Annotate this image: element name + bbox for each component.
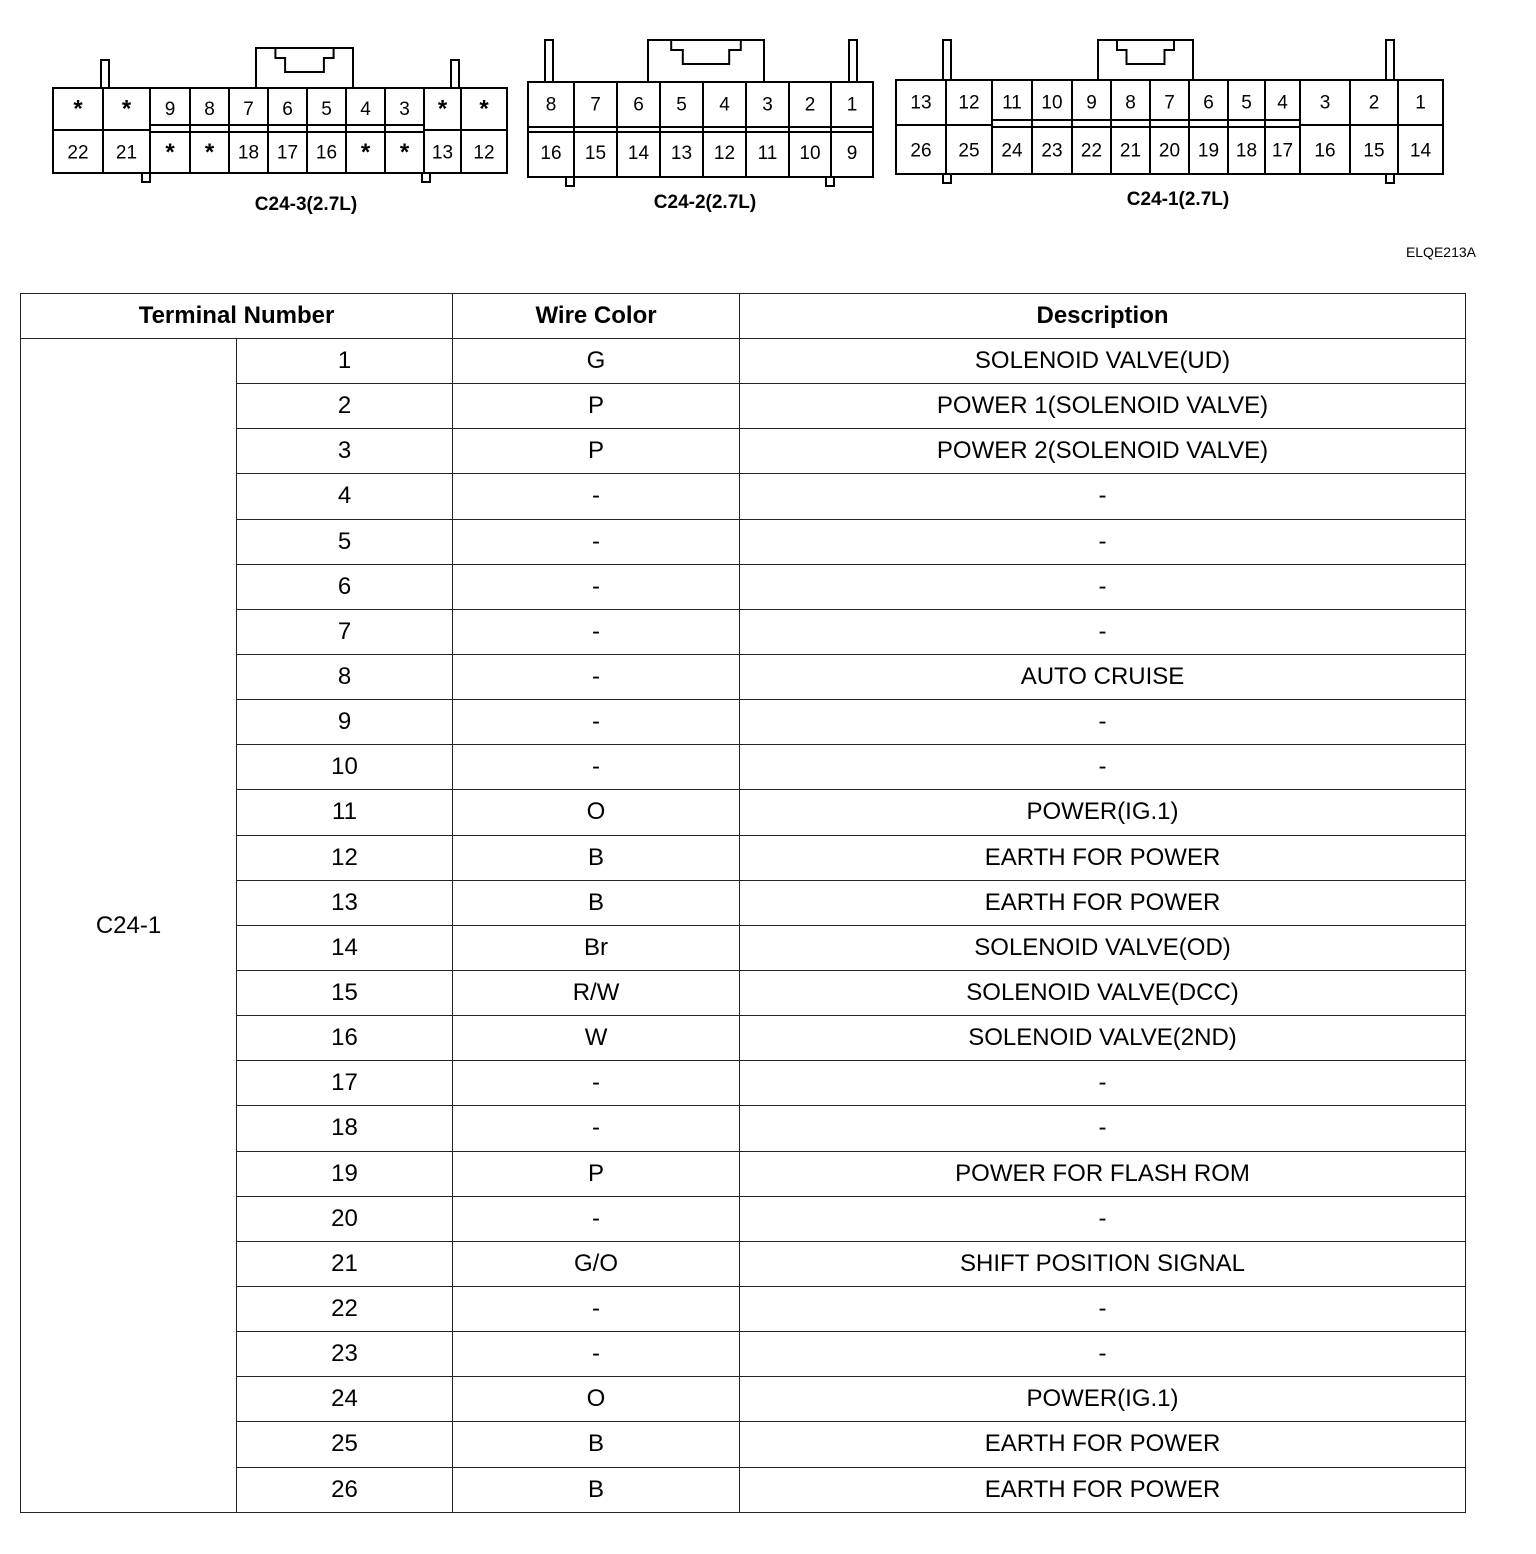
- pin-number: 7: [243, 99, 254, 121]
- pin-number: 3: [1319, 92, 1331, 114]
- pin-number: 20: [1158, 140, 1181, 162]
- connector-post: [451, 60, 459, 88]
- terminal-number-cell: 4: [237, 474, 453, 519]
- table-row: [21, 1422, 1466, 1467]
- description-cell: SOLENOID VALVE(OD): [740, 925, 1466, 970]
- connector-foot: [1386, 174, 1394, 183]
- connector-post: [1386, 40, 1394, 80]
- pin-unused-marker: *: [73, 95, 83, 123]
- description-cell: POWER FOR FLASH ROM: [740, 1151, 1466, 1196]
- description-cell: -: [740, 474, 1466, 519]
- terminal-number-cell: 11: [237, 790, 453, 835]
- table-row: [21, 1377, 1466, 1422]
- description-cell: SHIFT POSITION SIGNAL: [740, 1241, 1466, 1286]
- wire-color-cell: O: [453, 790, 740, 835]
- connector-foot: [943, 174, 951, 183]
- wire-color-cell: O: [453, 1377, 740, 1422]
- pin-unused-marker: *: [399, 138, 410, 166]
- terminal-number-cell: 21: [237, 1241, 453, 1286]
- connector-post: [943, 40, 951, 80]
- wire-color-cell: -: [453, 700, 740, 745]
- terminal-number-cell: 24: [237, 1377, 453, 1422]
- connector-post: [545, 40, 553, 82]
- pin-number: 5: [321, 99, 332, 121]
- pin-unused-marker: *: [165, 138, 175, 166]
- table-header-row: [21, 294, 1466, 339]
- pin-number: 11: [757, 143, 778, 165]
- terminal-number-cell: 12: [237, 835, 453, 880]
- pin-number: 14: [1409, 140, 1432, 162]
- latch-slot: [671, 40, 741, 64]
- wire-color-cell: -: [453, 1286, 740, 1331]
- terminal-number-cell: 1: [237, 339, 453, 384]
- table-row: [21, 609, 1466, 654]
- pin-number: 9: [1086, 92, 1097, 114]
- diagram-reference-code: ELQE213A: [1405, 244, 1476, 260]
- description-cell: -: [740, 1196, 1466, 1241]
- description-cell: -: [740, 1332, 1466, 1377]
- wire-color-cell: B: [453, 1467, 740, 1512]
- pin-number: 7: [1164, 92, 1175, 114]
- connector-id-cell: C24-1: [21, 339, 237, 1513]
- pin-number: 23: [1041, 140, 1063, 162]
- description-cell: POWER 2(SOLENOID VALVE): [740, 429, 1466, 474]
- connector-latch: [648, 40, 764, 82]
- pin-number: 16: [540, 143, 562, 165]
- pin-number: 2: [1368, 92, 1380, 114]
- table-row: [21, 1332, 1466, 1377]
- pin-number: 12: [713, 143, 736, 165]
- pin-number: 8: [1125, 92, 1136, 114]
- pin-number: 1: [846, 94, 858, 116]
- description-cell: EARTH FOR POWER: [740, 835, 1466, 880]
- description-cell: EARTH FOR POWER: [740, 880, 1466, 925]
- terminal-table: [20, 293, 1466, 1513]
- table-row: [21, 1241, 1466, 1286]
- terminal-number-cell: 3: [237, 429, 453, 474]
- terminal-number-cell: 2: [237, 384, 453, 429]
- wire-color-cell: W: [453, 1016, 740, 1061]
- terminal-number-cell: 26: [237, 1467, 453, 1512]
- terminal-number-cell: 8: [237, 654, 453, 699]
- connector-label: C24-2(2.7L): [653, 192, 757, 213]
- pin-number: 3: [399, 99, 410, 121]
- pin-number: 14: [627, 143, 650, 165]
- table-row: [21, 790, 1466, 835]
- terminal-number-cell: 17: [237, 1061, 453, 1106]
- table-row: [21, 339, 1466, 384]
- terminal-number-cell: 15: [237, 970, 453, 1015]
- description-cell: SOLENOID VALVE(UD): [740, 339, 1466, 384]
- terminal-number-cell: 9: [237, 700, 453, 745]
- connector-foot: [422, 173, 430, 182]
- connector-foot: [142, 173, 150, 182]
- description-cell: POWER 1(SOLENOID VALVE): [740, 384, 1466, 429]
- pin-number: 17: [1271, 140, 1294, 162]
- pin-number: 8: [545, 94, 557, 116]
- terminal-number-cell: 7: [237, 609, 453, 654]
- wire-color-cell: -: [453, 745, 740, 790]
- wire-color-cell: Br: [453, 925, 740, 970]
- table-row: [21, 700, 1466, 745]
- wire-color-cell: G: [453, 339, 740, 384]
- pin-number: 12: [958, 92, 980, 114]
- pin-number: 3: [762, 94, 773, 116]
- pin-number: 18: [237, 142, 260, 164]
- wire-color-cell: B: [453, 1422, 740, 1467]
- connector-label: C24-1(2.7L): [1126, 189, 1230, 210]
- table-body: [21, 339, 1466, 1513]
- description-cell: -: [740, 700, 1466, 745]
- description-cell: EARTH FOR POWER: [740, 1422, 1466, 1467]
- table-row: [21, 745, 1466, 790]
- wire-color-cell: -: [453, 1106, 740, 1151]
- table-row: [21, 970, 1466, 1015]
- table-row: [21, 1286, 1466, 1331]
- pin-number: 7: [590, 94, 601, 116]
- pin-number: 6: [1203, 92, 1214, 114]
- latch-slot: [275, 48, 333, 72]
- row-divider: [53, 125, 507, 130]
- wire-color-cell: -: [453, 654, 740, 699]
- description-cell: POWER(IG.1): [740, 790, 1466, 835]
- wire-color-cell: P: [453, 429, 740, 474]
- connector-latch: [256, 48, 353, 88]
- table-row: [21, 1061, 1466, 1106]
- connector-label: C24-3(2.7L): [254, 194, 358, 215]
- pin-number: 13: [910, 92, 932, 114]
- pin-number: 13: [670, 143, 693, 165]
- description-cell: AUTO CRUISE: [740, 654, 1466, 699]
- wire-color-cell: -: [453, 1196, 740, 1241]
- pin-number: 2: [804, 94, 816, 116]
- connector-post: [849, 40, 857, 82]
- connector-foot: [566, 177, 574, 186]
- table-row: [21, 519, 1466, 564]
- connector-body: [528, 82, 873, 177]
- description-cell: -: [740, 519, 1466, 564]
- pin-number: 25: [958, 140, 980, 162]
- pin-number: 4: [360, 99, 371, 121]
- pin-number: 5: [676, 94, 687, 116]
- description-cell: -: [740, 609, 1466, 654]
- table-row: [21, 1151, 1466, 1196]
- connector-group: [53, 40, 1443, 215]
- pin-number: 4: [719, 94, 730, 116]
- pin-number: 24: [1001, 140, 1023, 162]
- description-cell: -: [740, 564, 1466, 609]
- pin-number: 21: [1119, 140, 1142, 162]
- pin-number: 6: [633, 94, 644, 116]
- wire-color-cell: -: [453, 474, 740, 519]
- description-cell: -: [740, 1061, 1466, 1106]
- table-row: [21, 835, 1466, 880]
- pin-number: 12: [473, 142, 495, 164]
- header-description: Description: [740, 294, 1466, 339]
- pin-unused-marker: *: [479, 95, 489, 123]
- pin-unused-marker: *: [121, 95, 132, 123]
- pin-number: 15: [584, 143, 607, 165]
- wire-color-cell: -: [453, 519, 740, 564]
- latch-slot: [1117, 40, 1174, 64]
- pin-number: 10: [1041, 92, 1063, 114]
- pin-number: 22: [67, 142, 89, 164]
- pin-number: 19: [1197, 140, 1220, 162]
- table-row: [21, 384, 1466, 429]
- table-row: [21, 925, 1466, 970]
- table-row: [21, 474, 1466, 519]
- connector-post: [101, 60, 109, 88]
- terminal-number-cell: 10: [237, 745, 453, 790]
- table-row: [21, 880, 1466, 925]
- description-cell: -: [740, 1286, 1466, 1331]
- description-cell: -: [740, 745, 1466, 790]
- pin-number: 5: [1241, 92, 1252, 114]
- terminal-number-cell: 5: [237, 519, 453, 564]
- wire-color-cell: R/W: [453, 970, 740, 1015]
- terminal-number-cell: 14: [237, 925, 453, 970]
- pin-number: 1: [1415, 92, 1426, 114]
- description-cell: POWER(IG.1): [740, 1377, 1466, 1422]
- pin-number: 9: [164, 99, 176, 121]
- pin-unused-marker: *: [437, 95, 448, 123]
- wire-color-cell: -: [453, 609, 740, 654]
- header-terminal-number: Terminal Number: [21, 294, 453, 339]
- pin-number: 16: [315, 142, 338, 164]
- pin-number: 6: [282, 99, 293, 121]
- wire-color-cell: P: [453, 384, 740, 429]
- pin-number: 21: [115, 142, 138, 164]
- terminal-number-cell: 20: [237, 1196, 453, 1241]
- table-row: [21, 564, 1466, 609]
- wire-color-cell: B: [453, 880, 740, 925]
- pin-number: 17: [276, 142, 299, 164]
- pin-number: 26: [910, 140, 932, 162]
- pin-number: 8: [204, 99, 215, 121]
- description-cell: EARTH FOR POWER: [740, 1467, 1466, 1512]
- table-row: [21, 429, 1466, 474]
- table-row: [21, 1196, 1466, 1241]
- pin-number: 22: [1080, 140, 1103, 162]
- pin-unused-marker: *: [360, 138, 371, 166]
- terminal-number-cell: 22: [237, 1286, 453, 1331]
- terminal-number-cell: 18: [237, 1106, 453, 1151]
- terminal-number-cell: 16: [237, 1016, 453, 1061]
- table-row: [21, 1467, 1466, 1512]
- connector-latch: [1098, 40, 1193, 80]
- pin-number: 4: [1277, 92, 1288, 114]
- terminal-number-cell: 25: [237, 1422, 453, 1467]
- wire-color-cell: G/O: [453, 1241, 740, 1286]
- pin-number: 13: [431, 142, 454, 164]
- connector-diagram: [0, 0, 1536, 290]
- terminal-number-cell: 23: [237, 1332, 453, 1377]
- pin-number: 9: [846, 143, 858, 165]
- row-divider: [896, 120, 1443, 125]
- wire-color-cell: B: [453, 835, 740, 880]
- terminal-number-cell: 13: [237, 880, 453, 925]
- pin-number: 15: [1363, 140, 1385, 162]
- table-row: [21, 654, 1466, 699]
- wire-color-cell: -: [453, 1061, 740, 1106]
- header-wire-color: Wire Color: [453, 294, 740, 339]
- wire-color-cell: -: [453, 564, 740, 609]
- pin-number: 11: [1002, 92, 1022, 114]
- wire-color-cell: -: [453, 1332, 740, 1377]
- description-cell: SOLENOID VALVE(DCC): [740, 970, 1466, 1015]
- terminal-number-cell: 19: [237, 1151, 453, 1196]
- connector-foot: [826, 177, 834, 186]
- pin-unused-marker: *: [204, 138, 215, 166]
- table-row: [21, 1016, 1466, 1061]
- wire-color-cell: P: [453, 1151, 740, 1196]
- pin-number: 18: [1235, 140, 1258, 162]
- terminal-number-cell: 6: [237, 564, 453, 609]
- pin-number: 10: [799, 143, 821, 165]
- table-row: [21, 1106, 1466, 1151]
- pin-number: 16: [1314, 140, 1336, 162]
- description-cell: SOLENOID VALVE(2ND): [740, 1016, 1466, 1061]
- description-cell: -: [740, 1106, 1466, 1151]
